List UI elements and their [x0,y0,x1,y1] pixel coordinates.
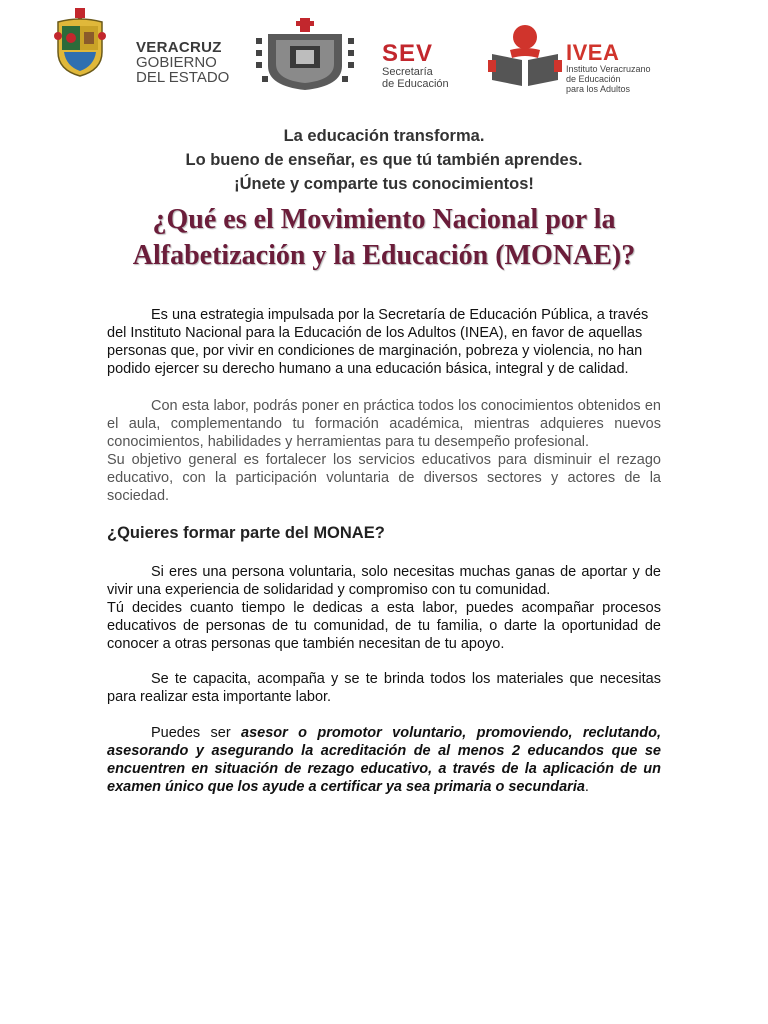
slogan [0,124,768,196]
section-heading: ¿Quieres formar parte del MONAE? [107,524,385,542]
logo-header [0,0,768,110]
paragraph-objective-text: Su objetivo general es fortalecer los servicios educativos para disminuir el rezago educativo, con la participación voluntaria de diversos sectores y actores de la sociedad. [107,452,661,504]
veracruz-line-1: VERACRUZ [136,39,222,56]
veracruz-line-2: GOBIERNO [136,54,217,71]
paragraph-definition [107,306,661,378]
paragraph-definition-text: Es una estrategia impulsada por la Secretaría de Educación Pública, a través del Instituto Nacional para la Educación de los Adultos (INEA), en favor de aquellas personas que, por vivir en condiciones de marginación, pobreza y violencia, no han podido ejercer su derecho humano a una educación básica, integral y de calidad. [107,307,649,377]
ivea-reader-icon [488,24,562,88]
sev-wordmark [382,42,449,90]
sev-abbrev: SEV [382,40,434,67]
title-line-2: Alfabetización y la Educación (MONAE)? [132,240,636,271]
paragraph-role-prefix: Puedes ser [151,725,242,741]
veracruz-line-3: DEL ESTADO [136,69,230,86]
state-seal-icon [254,18,356,92]
sev-line-2: de Educación [382,78,449,90]
paragraph-benefits [107,397,661,505]
paragraph-benefits-text: Con esta labor, podrás poner en práctica todos los conocimientos obtenidos en el aula, complementando tu formación académica, mientras adquieres nuevos conocimientos, habilidades y herramientas para tu desempeño profesional. [107,398,661,450]
ivea-line-1: Instituto Veracruzano [566,64,651,74]
sev-line-1: Secretaría [382,66,433,78]
paragraph-role-bold: asesor o promotor voluntario, promoviendo, reclutando, asesorando y asegurando la acreditación de al menos 2 educandos que se encuentren en situación de rezago educativo, a través de la aplicación de un examen único que los ayude a certificar ya sea primaria o secundaria [107,725,661,795]
page-title [60,202,708,274]
ivea-abbrev: IVEA [566,40,620,65]
slogan-line-2: Lo bueno de enseñar, es que tú también aprendes. [185,151,583,169]
paragraph-role [107,724,661,796]
ivea-wordmark [566,42,651,94]
title-line-1: ¿Qué es el Movimiento Nacional por la [152,204,616,235]
paragraph-role-suffix: . [584,779,589,795]
paragraph-training-text: Se te capacita, acompaña y se te brinda todos los materiales que necesitas para realizar esta importante labor. [107,671,661,705]
paragraph-training [107,670,661,706]
veracruz-government-wordmark [136,40,229,85]
ivea-line-2: de Educación [566,74,621,84]
slogan-line-3: ¡Únete y comparte tus conocimientos! [234,175,534,193]
paragraph-volunteer-text: Si eres una persona voluntaria, solo necesitas muchas ganas de aportar y de vivir una experiencia de solidaridad y compromiso con tu comunidad. [107,564,661,598]
slogan-line-1: La educación transforma. [283,127,485,145]
ivea-line-3: para los Adultos [566,84,631,94]
paragraph-time-text: Tú decides cuanto tiempo le dedicas a esta labor, puedes acompañar procesos educativos de personas de tu comunidad, de tu familia, o darte la oportunidad de conocer a otras personas que también necesitan de tu apoyo. [107,600,661,652]
veracruz-coat-of-arms-icon [52,8,108,78]
paragraph-volunteer [107,563,661,653]
